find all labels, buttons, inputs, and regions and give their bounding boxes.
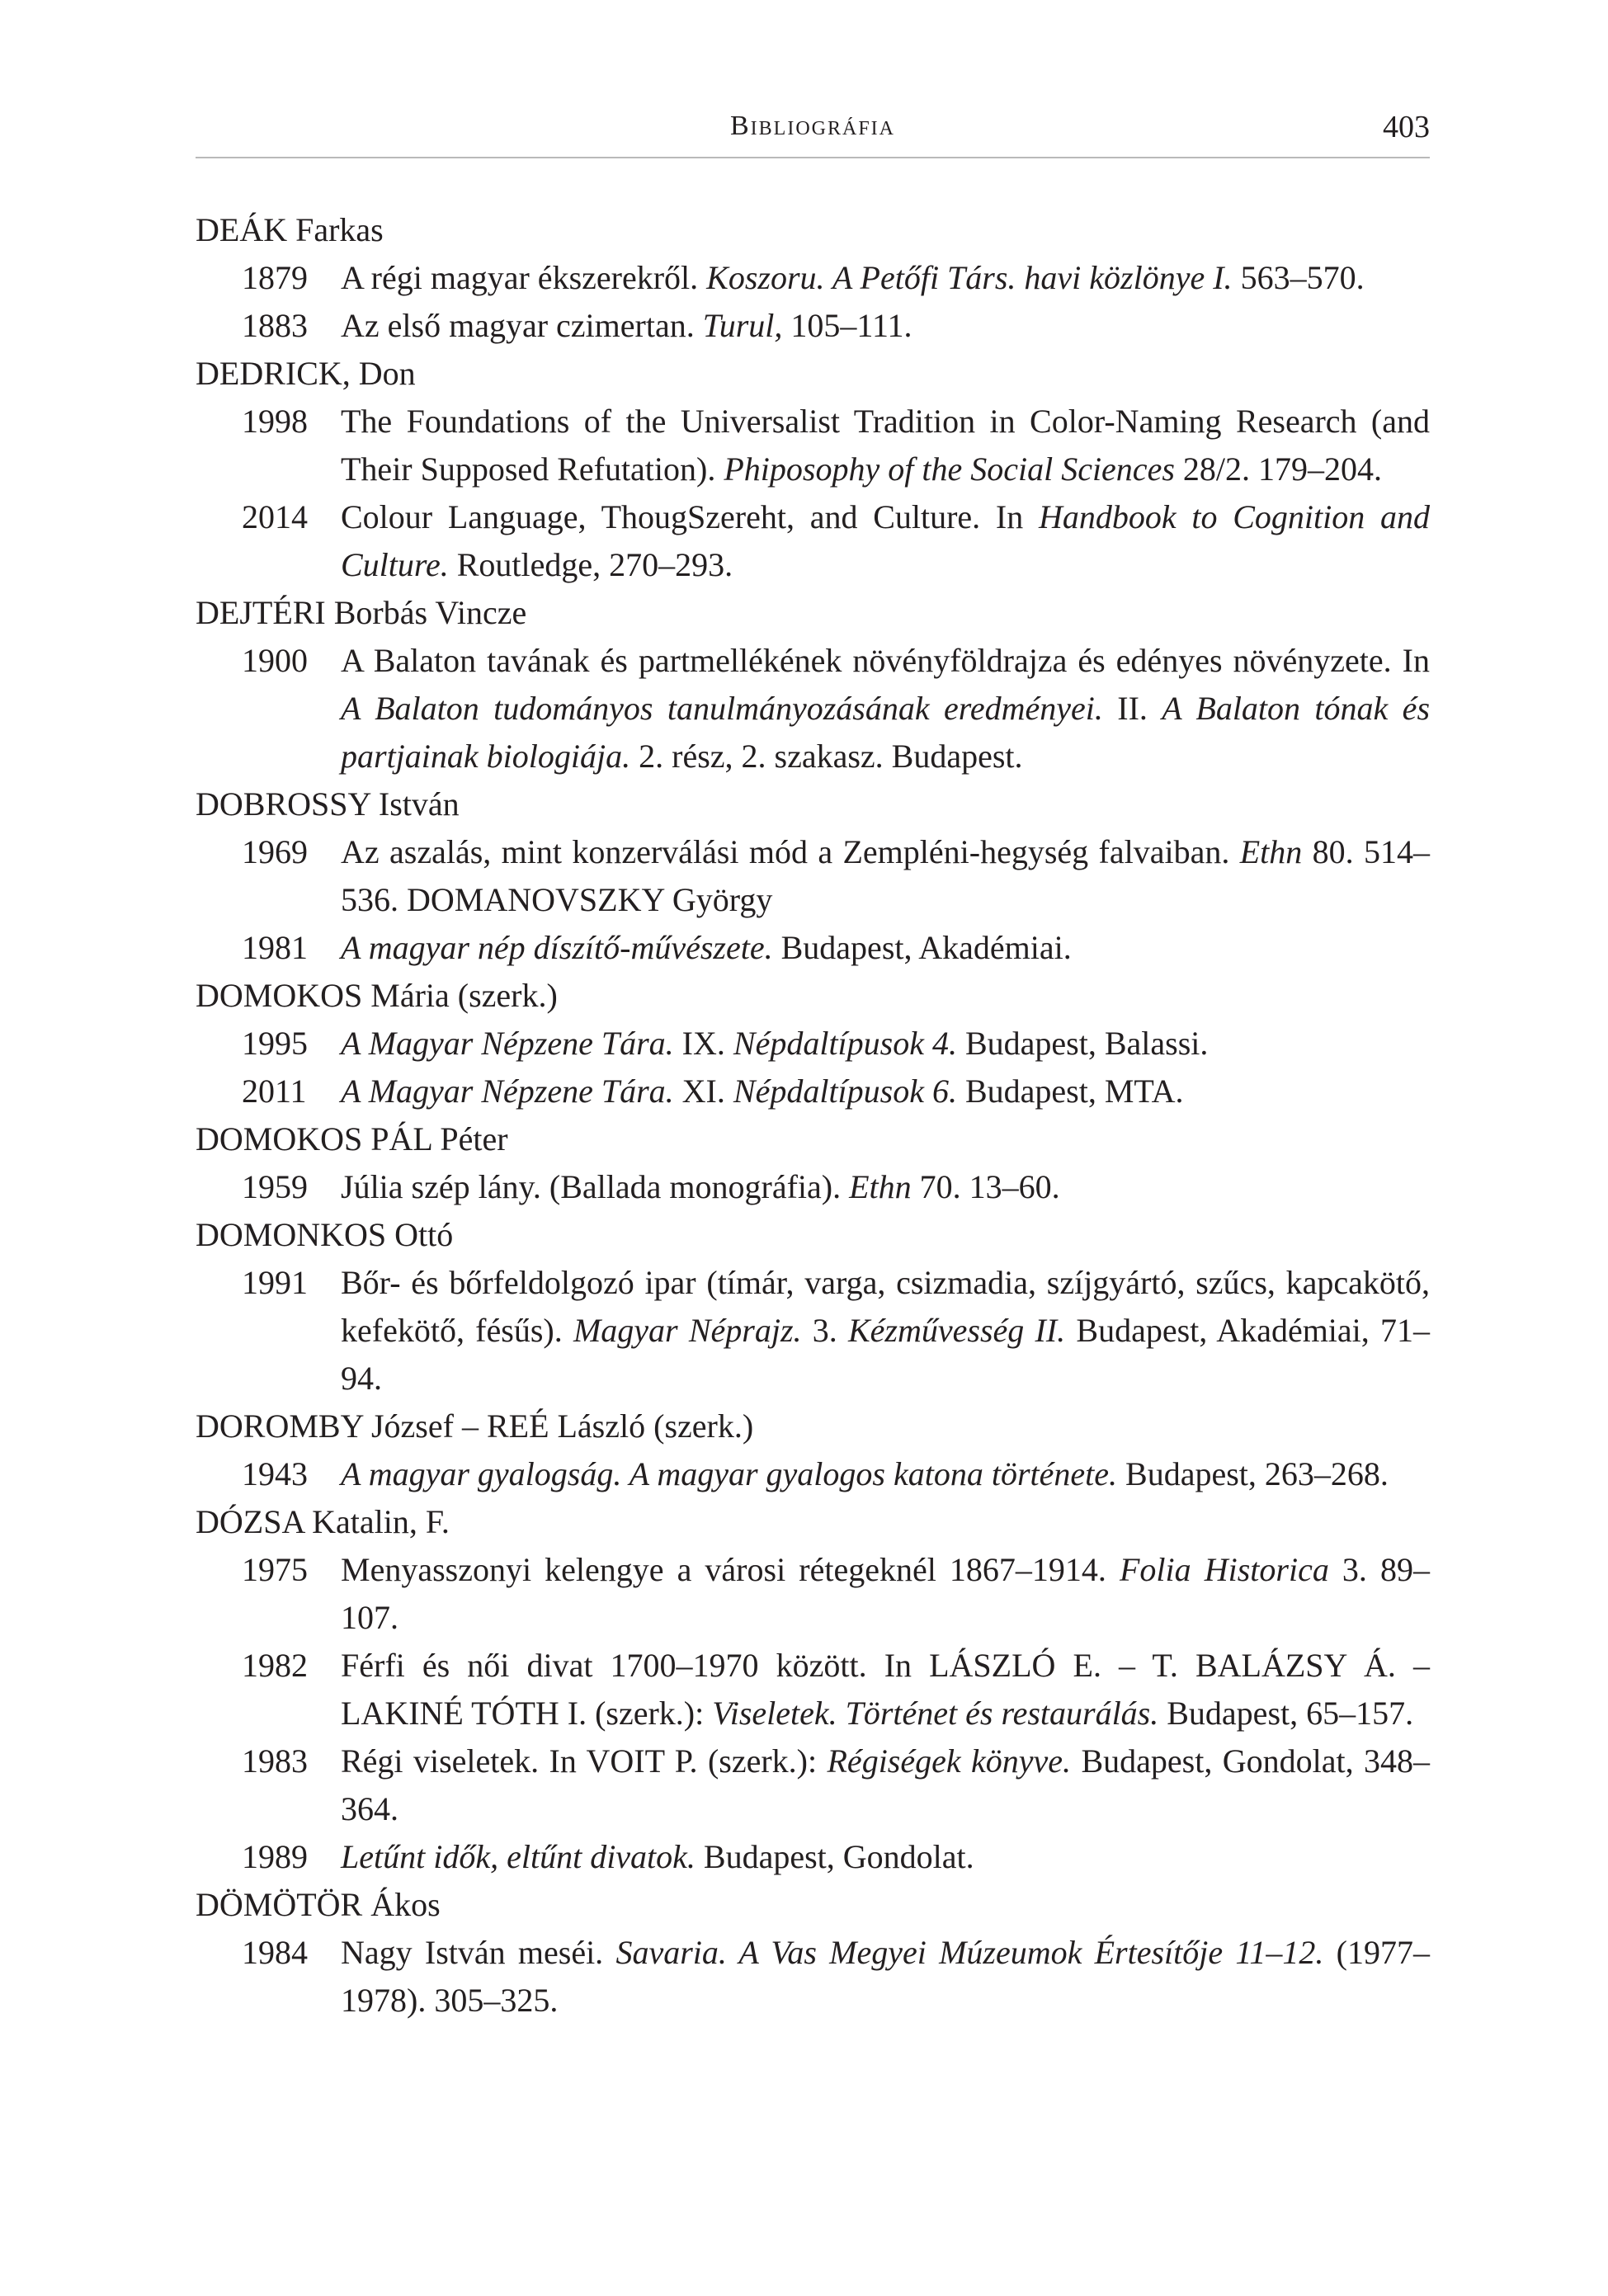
italic-title: Ethn (1239, 833, 1303, 870)
author-heading: DÓZSA Katalin, F. (196, 1503, 450, 1540)
bibliography-item (196, 302, 1430, 350)
publication-year: 1879 (242, 259, 308, 296)
running-title: Bibliográfia (729, 111, 895, 141)
citation-text: 3. (801, 1312, 848, 1349)
citation-text: 2. rész, 2. szakasz. Budapest. (630, 738, 1023, 775)
bibliography-item (196, 1259, 1430, 1403)
bibliography-item (196, 1642, 1430, 1737)
bibliography-item (196, 637, 1430, 780)
bibliography-item (196, 493, 1430, 589)
citation-text: Budapest, 65–157. (1158, 1695, 1414, 1732)
citation-text: A Balaton tavának és partmellékének növényföldrajza és edényes növényzete. In (341, 642, 1430, 679)
italic-title: Kézművesség II. (848, 1312, 1066, 1349)
publication-year: 1998 (242, 403, 308, 440)
italic-title: A Magyar Népzene Tára. (341, 1073, 674, 1110)
citation-text: 563–570. (1232, 259, 1365, 296)
italic-title: Viseletek. Történet és restaurálás. (712, 1695, 1159, 1732)
publication-year: 2014 (242, 498, 308, 535)
citation-text: IX. (673, 1025, 733, 1062)
page-header (196, 106, 1430, 158)
bibliography-item (196, 1163, 1430, 1211)
citation-text: Régi viseletek. In VOIT P. (szerk.): (341, 1742, 828, 1780)
page-number: 403 (1383, 110, 1430, 144)
italic-title: Letűnt idők, eltűnt divatok. (341, 1838, 696, 1875)
publication-year: 1943 (242, 1455, 308, 1492)
bibliography-item (196, 1929, 1430, 2025)
publication-year: 1981 (242, 929, 308, 966)
publication-year: 1975 (242, 1551, 308, 1588)
publication-year: 1995 (242, 1025, 308, 1062)
italic-title: Népdaltípusok 6. (733, 1073, 957, 1110)
publication-year: 1959 (242, 1168, 308, 1205)
citation-text: The Foundations of the Universalist Tradition in Color-Naming Research (and Their Supposed Refutation). (341, 403, 1430, 488)
bibliography-item (196, 1450, 1430, 1498)
citation-text: II. (1102, 690, 1162, 727)
citation-text: A régi magyar ékszerekről. (341, 259, 707, 296)
citation-text: 3. 89–107. (341, 1551, 1430, 1636)
publication-year: 1984 (242, 1934, 308, 1971)
bibliography-item (196, 398, 1430, 493)
italic-title: Turul, (702, 307, 783, 344)
publication-year: 1982 (242, 1647, 308, 1684)
italic-title: Ethn (849, 1168, 912, 1205)
bibliography-item (196, 924, 1430, 972)
author-heading: DOMONKOS Ottó (196, 1216, 454, 1253)
citation-text: Budapest, 263–268. (1117, 1455, 1389, 1492)
citation-text: Júlia szép lány. (Ballada monográfia). (341, 1168, 850, 1205)
publication-year: 1991 (242, 1264, 308, 1301)
citation-text: Menyasszonyi kelengye a városi rétegeknél 1867–1914. (341, 1551, 1120, 1588)
italic-title: Népdaltípusok 4. (733, 1025, 957, 1062)
citation-text: Az aszalás, mint konzerválási mód a Zempléni-hegység falvaiban. (341, 833, 1240, 870)
publication-year: 1900 (242, 642, 308, 679)
italic-title: A Magyar Népzene Tára. (341, 1025, 674, 1062)
citation-text: 80. 514–536. DOMANOVSZKY György (341, 833, 1430, 918)
author-heading: DOBROSSY István (196, 785, 460, 823)
italic-title: Koszoru. A Petőfi Társ. havi közlönye I. (706, 259, 1233, 296)
citation-text: Budapest, Gondolat. (695, 1838, 974, 1875)
citation-text: Colour Language, ThougSzereht, and Culture. In (341, 498, 1039, 535)
citation-text: Az első magyar czimertan. (341, 307, 703, 344)
citation-text: Budapest, MTA. (956, 1073, 1184, 1110)
author-heading: DEDRICK, Don (196, 355, 416, 392)
citation-text: Budapest, Gondolat, 348–364. (341, 1742, 1431, 1827)
citation-text: 28/2. 179–204. (1174, 450, 1383, 488)
italic-title: A Balaton tudományos tanulmányozásának eredményei. (341, 690, 1103, 727)
citation-text: (1977–1978). 305–325. (341, 1934, 1431, 2019)
italic-title: Phiposophy of the Social Sciences (724, 450, 1175, 488)
bibliography-item (196, 1737, 1430, 1833)
author-heading: DOMOKOS PÁL Péter (196, 1120, 508, 1157)
author-heading: DEÁK Farkas (196, 211, 384, 248)
citation-text: Budapest, Akadémiai. (772, 929, 1072, 966)
italic-title: Folia Historica (1119, 1551, 1329, 1588)
citation-text: Budapest, Balassi. (956, 1025, 1209, 1062)
publication-year: 1989 (242, 1838, 308, 1875)
citation-text: Bőr- és bőrfeldolgozó ipar (tímár, varga, csizmadia, szíjgyártó, szűcs, kapcakötő, kefekötő, fésűs). (341, 1264, 1430, 1349)
italic-title: A magyar nép díszítő-művészete. (341, 929, 773, 966)
italic-title: Magyar Néprajz. (573, 1312, 802, 1349)
italic-title: A magyar gyalogság. A magyar gyalogos katona története. (341, 1455, 1118, 1492)
italic-title: Régiségek könyve. (827, 1742, 1072, 1780)
author-heading: DOROMBY József – REÉ László (szerk.) (196, 1407, 754, 1445)
bibliography-item (196, 254, 1430, 302)
publication-year: 1883 (242, 307, 308, 344)
publication-year: 1969 (242, 833, 308, 870)
publication-year: 2011 (242, 1073, 307, 1110)
italic-title: A Balaton tónak és partjainak biologiája. (341, 690, 1431, 775)
bibliography-item (196, 1068, 1430, 1115)
citation-text: 105–111. (782, 307, 912, 344)
citation-text: Budapest, Akadémiai, 71–94. (341, 1312, 1431, 1397)
author-heading: DOMOKOS Mária (szerk.) (196, 977, 558, 1014)
bibliography-item (196, 1833, 1430, 1881)
bibliography-item (196, 1546, 1430, 1642)
citation-text: Routledge, 270–293. (448, 546, 733, 583)
citation-text: Nagy István meséi. (341, 1934, 616, 1971)
bibliography-item (196, 828, 1430, 924)
bibliography-item (196, 1020, 1430, 1068)
publication-year: 1983 (242, 1742, 308, 1780)
italic-title: Savaria. A Vas Megyei Múzeumok Értesítője 11–12. (615, 1934, 1324, 1971)
bibliography-list (196, 206, 1430, 2025)
citation-text: Férfi és női divat 1700–1970 között. In LÁSZLÓ E. – T. BALÁZSY Á. – LAKINÉ TÓTH I. (szerk.): (341, 1647, 1430, 1732)
citation-text: XI. (673, 1073, 733, 1110)
citation-text: 70. 13–60. (911, 1168, 1060, 1205)
author-heading: DEJTÉRI Borbás Vincze (196, 594, 527, 631)
author-heading: DÖMÖTÖR Ákos (196, 1886, 441, 1923)
italic-title: Handbook to Cognition and Culture. (341, 498, 1430, 583)
